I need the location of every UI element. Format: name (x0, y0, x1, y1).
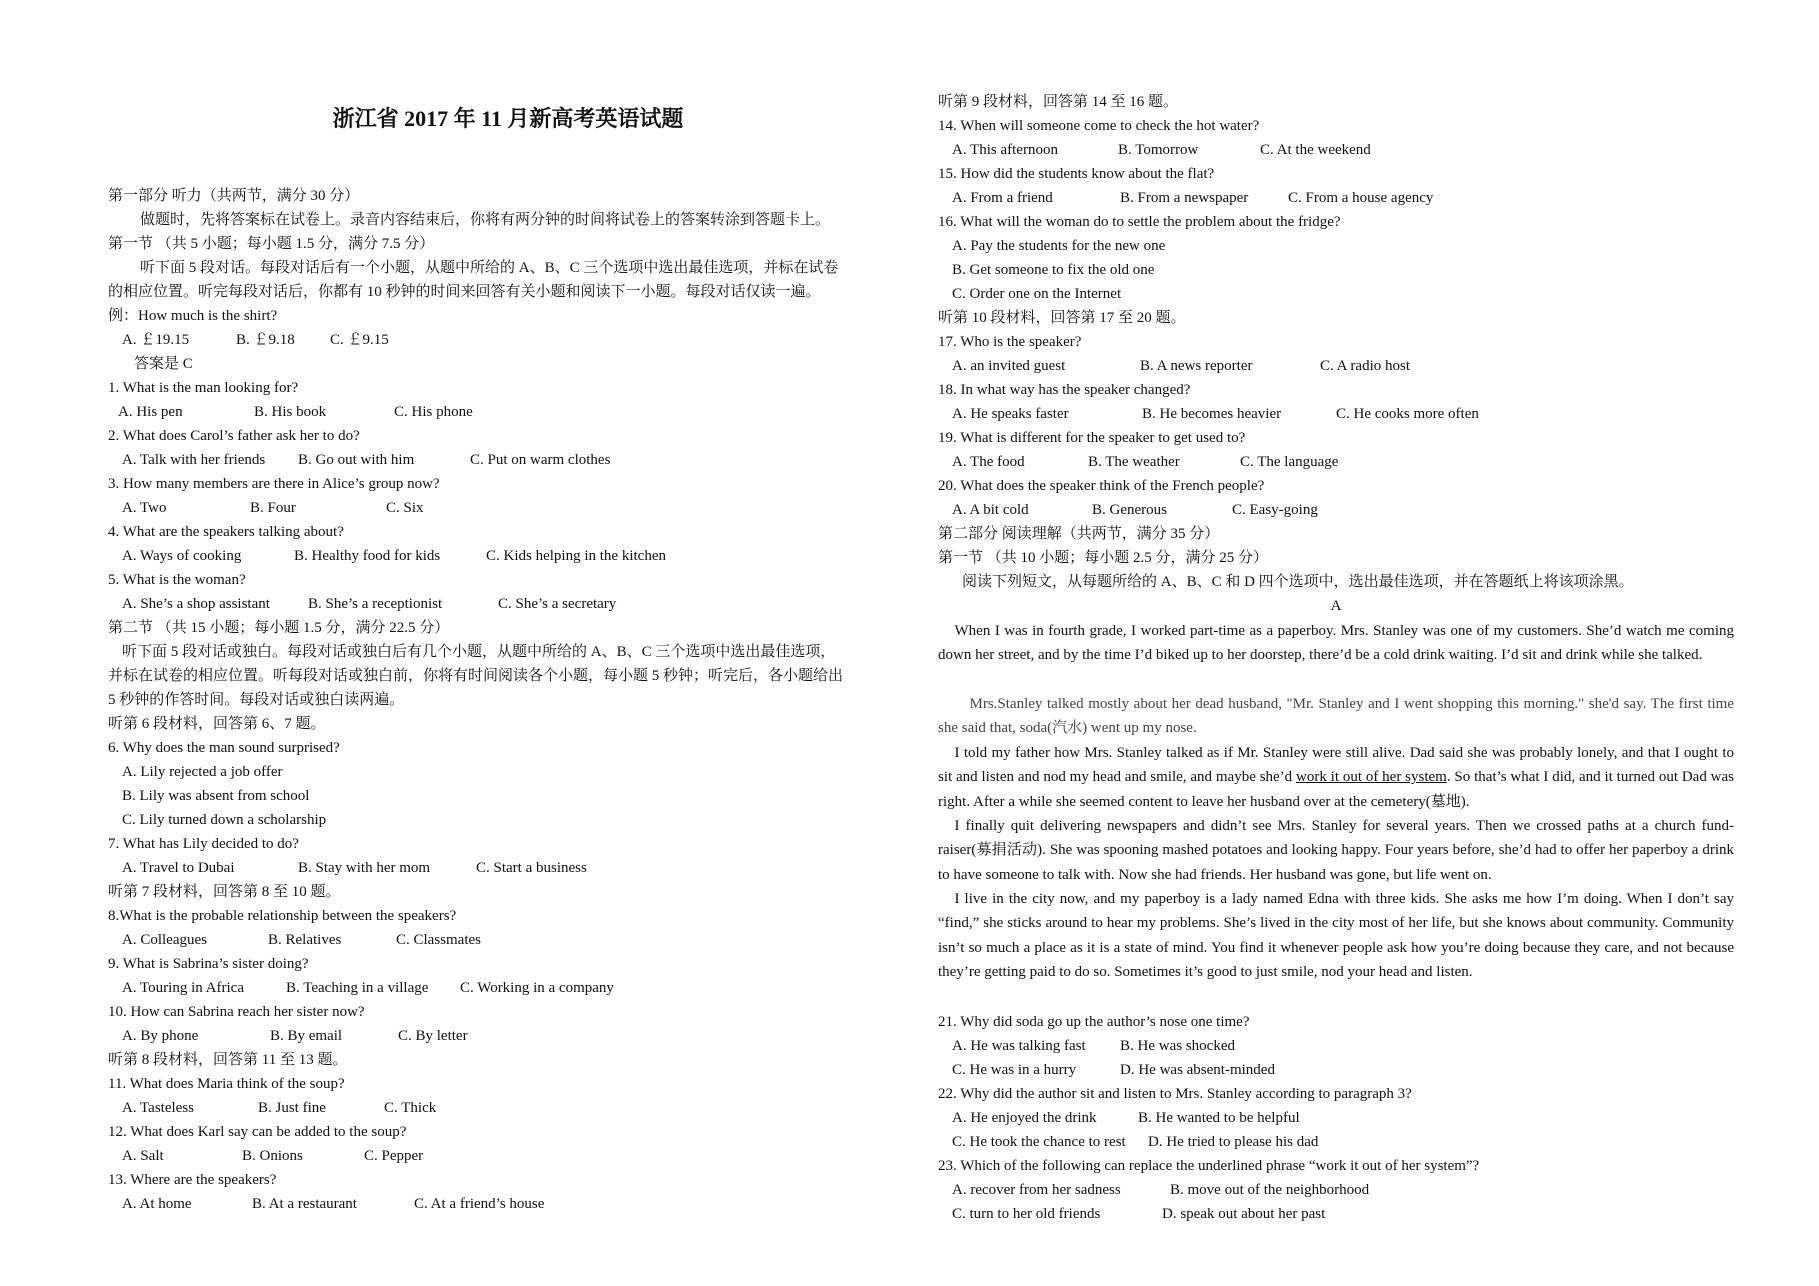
question-11: 11. What does Maria think of the soup? (108, 1076, 345, 1092)
option: C. turn to her old friends (952, 1206, 1101, 1222)
option: B. He wanted to be helpful (1138, 1110, 1300, 1126)
question-2: 2. What does Carol’s father ask her to do? (108, 428, 360, 444)
part2-section1-heading: 第一节 （共 10 小题；每小题 2.5 分，满分 25 分） (938, 550, 1269, 566)
question-22: 22. Why did the author sit and listen to Mrs. Stanley according to paragraph 3? (938, 1086, 1412, 1102)
page-title: 浙江省 2017 年 11 月新高考英语试题 (332, 106, 684, 131)
option: A. Two (122, 500, 167, 516)
option: B. move out of the neighborhood (1170, 1182, 1370, 1198)
passage-paragraph-1: When I was in fourth grade, I worked part-time as a paperboy. Mrs. Stanley was one of my customers. She’d watch me coming down her street, and by the time I’d biked up to her doorstep, there’d be a cold drink waiting. I’d sit and drink while she talked. (938, 623, 1734, 664)
option: B. Tomorrow (1118, 142, 1199, 158)
option: B. Teaching in a village (286, 980, 429, 996)
option: A. He enjoyed the drink (952, 1110, 1097, 1126)
question-5: 5. What is the woman? (108, 572, 246, 588)
option: B. From a newspaper (1120, 190, 1249, 206)
passage-letter: A (1330, 598, 1342, 614)
option: C. From a house agency (1288, 190, 1434, 206)
question-10: 10. How can Sabrina reach her sister now? (108, 1004, 365, 1020)
question-14: 14. When will someone come to check the hot water? (938, 118, 1260, 134)
option: B. Four (250, 500, 296, 516)
option: C. Six (386, 500, 424, 516)
option: A. an invited guest (952, 358, 1066, 374)
option: A. This afternoon (952, 142, 1058, 158)
section1-heading: 第一节 （共 5 小题；每小题 1.5 分，满分 7.5 分） (108, 236, 435, 252)
question-20: 20. What does the speaker think of the French people? (938, 478, 1265, 494)
option: B. ￡9.18 (236, 332, 295, 348)
option: B. Stay with her mom (298, 860, 431, 876)
option: A. Tasteless (122, 1100, 194, 1116)
question-7: 7. What has Lily decided to do? (108, 836, 299, 852)
section1-instructions-2: 的相应位置。听完每段对话后，你都有 10 秒钟的时间来回答有关小题和阅读下一小题。每段对话仅读一遍。 (108, 284, 821, 300)
option: A. ￡19.15 (122, 332, 190, 348)
question-6: 6. Why does the man sound surprised? (108, 740, 340, 756)
option: C. He cooks more often (1336, 406, 1479, 422)
option: A. Talk with her friends (122, 452, 266, 468)
material-10-heading: 听第 10 段材料，回答第 17 至 20 题。 (938, 310, 1186, 326)
option: C. At a friend’s house (414, 1196, 545, 1212)
part1-heading: 第一部分 听力（共两节，满分 30 分） (108, 188, 360, 204)
question-17: 17. Who is the speaker? (938, 334, 1082, 350)
option: D. He tried to please his dad (1148, 1134, 1319, 1150)
material-7-heading: 听第 7 段材料，回答第 8 至 10 题。 (108, 884, 341, 900)
question-9: 9. What is Sabrina’s sister doing? (108, 956, 309, 972)
question-21: 21. Why did soda go up the author’s nose one time? (938, 1014, 1250, 1030)
option: B. A news reporter (1140, 358, 1253, 374)
material-9-heading: 听第 9 段材料，回答第 14 至 16 题。 (938, 94, 1179, 110)
option: A. Salt (122, 1148, 164, 1164)
option: B. He becomes heavier (1142, 406, 1282, 422)
option: A. He was talking fast (952, 1038, 1086, 1054)
section1-instructions: 听下面 5 段对话。每段对话后有一个小题，从题中所给的 A、B、C 三个选项中选出最佳选项，并标在试卷 (140, 260, 839, 276)
question-8: 8.What is the probable relationship between the speakers? (108, 908, 457, 924)
option: C. Start a business (476, 860, 587, 876)
option: A. By phone (122, 1028, 199, 1044)
option: B. Get someone to fix the old one (952, 262, 1155, 278)
option: A. Ways of cooking (122, 548, 242, 564)
option: C. Put on warm clothes (470, 452, 611, 468)
option: A. The food (952, 454, 1025, 470)
option: A. Pay the students for the new one (952, 238, 1166, 254)
option: C. At the weekend (1260, 142, 1371, 158)
option: C. He was in a hurry (952, 1062, 1077, 1078)
question-12: 12. What does Karl say can be added to the soup? (108, 1124, 407, 1140)
option: B. Generous (1092, 502, 1167, 518)
option: B. He was shocked (1120, 1038, 1235, 1054)
option: D. He was absent-minded (1120, 1062, 1275, 1078)
option: A. From a friend (952, 190, 1053, 206)
option: B. Just fine (258, 1100, 326, 1116)
option: C. She’s a secretary (498, 596, 617, 612)
option: C. Working in a company (460, 980, 614, 996)
paragraph-text: I told my father how Mrs. Stanley talked as if Mr. Stanley were still alive. Dad said she was probably lonely, and that I ought to sit and listen and nod my head and smile, and maybe she’d (938, 745, 1734, 786)
example-question: 例：How much is the shirt? (108, 308, 278, 324)
option: B. Onions (242, 1148, 303, 1164)
part2-section1-instructions: 阅读下列短文，从每题所给的 A、B、C 和 D 四个选项中，选出最佳选项，并在答题纸上将该项涂黑。 (962, 574, 1634, 590)
question-13: 13. Where are the speakers? (108, 1172, 277, 1188)
option: A. Lily rejected a job offer (122, 764, 283, 780)
option: C. Thick (384, 1100, 437, 1116)
option: A. Travel to Dubai (122, 860, 235, 876)
question-16: 16. What will the woman do to settle the problem about the fridge? (938, 214, 1341, 230)
question-4: 4. What are the speakers talking about? (108, 524, 344, 540)
passage-paragraph-4: I finally quit delivering newspapers and didn’t see Mrs. Stanley for several years. Then we crossed paths at a church fund-raiser(募捐活动). She was spooning mashed potatoes and looking happy. Four years before, she’d had to offer her paperboy a drink to have someone to talk with. Now she had friends. Her husband was gone, but life went on. (938, 818, 1734, 883)
option: C. He took the chance to rest (952, 1134, 1126, 1150)
option: A. His pen (118, 404, 183, 420)
question-3: 3. How many members are there in Alice’s group now? (108, 476, 440, 492)
option: B. At a restaurant (252, 1196, 357, 1212)
question-18: 18. In what way has the speaker changed? (938, 382, 1191, 398)
option: B. Lily was absent from school (122, 788, 310, 804)
question-15: 15. How did the students know about the flat? (938, 166, 1215, 182)
option: C. ￡9.15 (330, 332, 389, 348)
part2-heading: 第二部分 阅读理解（共两节，满分 35 分） (938, 526, 1220, 542)
option: A. A bit cold (952, 502, 1029, 518)
section2-heading: 第二节 （共 15 小题；每小题 1.5 分，满分 22.5 分） (108, 620, 450, 636)
paragraph-text: . So that’s what I did, and it turned out Dad was right. After a while she seemed content to leave her husband over at the cemetery(墓地). (938, 769, 1734, 810)
underlined-phrase: work it out of her system (1296, 769, 1447, 786)
option: C. By letter (398, 1028, 468, 1044)
material-8-heading: 听第 8 段材料，回答第 11 至 13 题。 (108, 1052, 348, 1068)
section2-instructions-2: 并标在试卷的相应位置。听每段对话或独白前，你将有时间阅读各个小题，每小题 5 秒钟；听完后，各小题给出 (108, 668, 844, 684)
option: C. His phone (394, 404, 473, 420)
option: B. The weather (1088, 454, 1180, 470)
option: C. Pepper (364, 1148, 424, 1164)
option: B. Go out with him (298, 452, 415, 468)
option: C. Classmates (396, 932, 481, 948)
question-19: 19. What is different for the speaker to get used to? (938, 430, 1246, 446)
option: A. At home (122, 1196, 192, 1212)
option: A. He speaks faster (952, 406, 1069, 422)
option: B. Healthy food for kids (294, 548, 441, 564)
option: D. speak out about her past (1162, 1206, 1326, 1222)
option: B. Relatives (268, 932, 342, 948)
option: B. By email (270, 1028, 343, 1044)
option: A. Colleagues (122, 932, 207, 948)
passage-paragraph-3 (938, 741, 1734, 814)
option: C. Kids helping in the kitchen (486, 548, 666, 564)
section2-instructions-3: 5 秒钟的作答时间。每段对话或独白读两遍。 (108, 692, 405, 708)
option: B. His book (254, 404, 327, 420)
example-answer: 答案是 C (134, 356, 193, 372)
option: A. She’s a shop assistant (122, 596, 270, 612)
option: C. A radio host (1320, 358, 1411, 374)
material-6-heading: 听第 6 段材料，回答第 6、7 题。 (108, 716, 326, 732)
passage-paragraph-2: Mrs.Stanley talked mostly about her dead husband, "Mr. Stanley and I went shopping this morning." she'd say. The first time she said that, soda(汽水) went up my nose. (938, 696, 1734, 737)
option: B. She’s a receptionist (308, 596, 443, 612)
option: C. Order one on the Internet (952, 286, 1122, 302)
option: A. Touring in Africa (122, 980, 244, 996)
passage-paragraph-5: I live in the city now, and my paperboy is a lady named Edna with three kids. She asks me how I’m doing. When I don’t say “find,” she sticks around to hear my problems. She’s lived in the city most of her life, but she knows about community. Community isn’t so much a place as it is a state of mind. You find it whenever people ask how you’re doing because they care, and not because they’re getting paid to do so. Sometimes it’s good to just smile, nod your head and listen. (938, 891, 1734, 980)
question-1: 1. What is the man looking for? (108, 380, 299, 396)
part1-intro: 做题时，先将答案标在试卷上。录音内容结束后，你将有两分钟的时间将试卷上的答案转涂到答题卡上。 (140, 212, 831, 228)
question-23: 23. Which of the following can replace the underlined phrase “work it out of her system”? (938, 1158, 1480, 1174)
section2-instructions: 听下面 5 段对话或独白。每段对话或独白后有几个小题，从题中所给的 A、B、C 三个选项中选出最佳选项， (122, 644, 836, 660)
option: C. Lily turned down a scholarship (122, 812, 327, 828)
option: C. The language (1240, 454, 1339, 470)
option: A. recover from her sadness (952, 1182, 1121, 1198)
option: C. Easy-going (1232, 502, 1318, 518)
